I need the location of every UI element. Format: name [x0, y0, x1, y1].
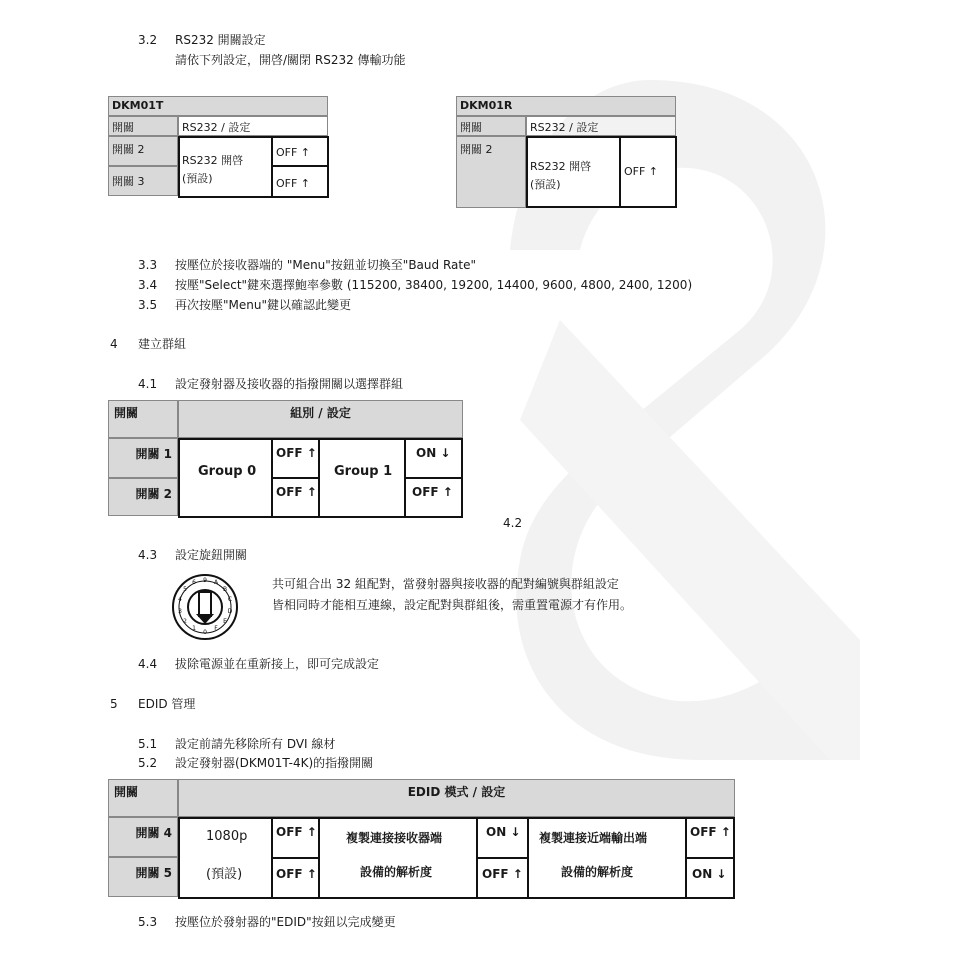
section-4-number: 4 [110, 337, 118, 351]
mode-copy-receiver-cell [318, 817, 478, 899]
svg-text:A: A [213, 579, 219, 586]
row-switch-2: 開關 2 [108, 136, 178, 166]
step-3-4-number: 3.4 [138, 278, 158, 292]
value-on: ON ↓ [486, 825, 521, 839]
table-header: DKM01R [456, 96, 676, 116]
mode-copy-local-cell [527, 817, 687, 899]
value-off: OFF ↑ [276, 177, 311, 190]
row-switch-4: 開關 4 [108, 817, 178, 857]
svg-text:E: E [223, 618, 227, 625]
mode-copy-local-line2: 設備的解析度 [561, 865, 634, 879]
step-5-2-number: 5.2 [138, 756, 158, 770]
step-4-4-text: 拔除電源並在重新接上，即可完成設定 [175, 657, 380, 671]
step-3-4-text: 按壓"Select"鍵來選擇鮑率參數 (115200, 38400, 19200, 14400, 9600, 4800, 2400, 1200) [175, 278, 693, 292]
col-setting: RS232 / 設定 [526, 116, 676, 136]
step-4-3-desc-1: 共可組合出 32 組配對，當發射器與接收器的配對編號與群組設定 [272, 577, 619, 591]
col-switch: 開關 [108, 779, 178, 817]
svg-text:9: 9 [203, 577, 207, 584]
mode-copy-receiver-line2: 設備的解析度 [360, 865, 433, 879]
rotary-switch-icon [170, 572, 240, 642]
step-5-2-text: 設定發射器(DKM01T-4K)的指撥開關 [175, 756, 374, 770]
step-4-4-number: 4.4 [138, 657, 158, 671]
step-4-3-desc-2: 皆相同時才能相互連線，設定配對與群組後，需重置電源才有作用。 [272, 598, 633, 612]
value-on: ON ↓ [692, 867, 727, 881]
group-1-label: Group 1 [334, 464, 393, 479]
value-off: OFF ↑ [276, 825, 317, 839]
value-off: OFF ↑ [690, 825, 731, 839]
table-group [108, 400, 463, 518]
col-group-setting: 組別 / 設定 [178, 400, 463, 438]
step-5-1-text: 設定前請先移除所有 DVI 線材 [175, 737, 336, 751]
table-header: DKM01T [108, 96, 328, 116]
value-box [476, 857, 529, 899]
value-off: OFF ↑ [276, 867, 317, 881]
value-off: OFF ↑ [276, 446, 317, 460]
value-box [685, 857, 735, 899]
value-off: OFF ↑ [412, 485, 453, 499]
setting-box [526, 136, 621, 208]
group-0-label: Group 0 [198, 464, 257, 479]
svg-text:D: D [227, 608, 233, 615]
value-box [476, 817, 529, 859]
section-5-title: EDID 管理 [138, 697, 196, 711]
svg-text:4: 4 [178, 596, 182, 603]
value-off: OFF ↑ [624, 165, 659, 178]
value-box [271, 438, 320, 479]
step-4-1-number: 4.1 [138, 377, 158, 391]
mode-1080p-cell [178, 817, 273, 899]
setting-box [178, 136, 273, 198]
col-switch: 開關 [108, 400, 178, 438]
value-box [619, 136, 677, 208]
section-5-number: 5 [110, 697, 118, 711]
value-off: OFF ↑ [276, 146, 311, 159]
step-3-3-text: 按壓位於接收器端的 "Menu"按鈕並切換至"Baud Rate" [175, 258, 476, 272]
row-switch-3: 開關 3 [108, 166, 178, 196]
step-5-3-number: 5.3 [138, 915, 158, 929]
step-5-3-text: 按壓位於發射器的"EDID"按鈕以完成變更 [175, 915, 396, 929]
section-3-2-title: RS232 開關設定 [175, 33, 266, 47]
value-box [271, 817, 320, 859]
value-on: ON ↓ [416, 446, 451, 460]
svg-text:1: 1 [192, 625, 196, 632]
mode-1080p-default: (預設) [206, 867, 243, 882]
setting-default: (預設) [182, 172, 213, 185]
table-edid [108, 779, 735, 899]
mode-1080p-label: 1080p [206, 829, 248, 844]
step-4-2-number: 4.2 [503, 516, 523, 530]
step-3-5-text: 再次按壓"Menu"鍵以確認此變更 [175, 298, 351, 312]
svg-text:F: F [214, 625, 218, 632]
value-box [271, 165, 329, 198]
svg-text:5: 5 [183, 586, 187, 593]
table-dkm01t [108, 96, 328, 196]
row-switch-1: 開關 1 [108, 438, 178, 478]
mode-copy-receiver-line1: 複製連接接收器端 [346, 831, 443, 845]
setting-default: (預設) [530, 178, 561, 191]
svg-text:B: B [222, 586, 228, 593]
value-box [271, 136, 329, 167]
row-switch-2: 開關 2 [108, 478, 178, 516]
section-3-2-number: 3.2 [138, 33, 158, 47]
step-5-1-number: 5.1 [138, 737, 158, 751]
svg-text:2: 2 [183, 618, 187, 625]
section-4-title: 建立群組 [138, 337, 187, 351]
svg-text:6: 6 [192, 579, 196, 586]
row-switch-2: 開關 2 [456, 136, 526, 208]
step-4-3-number: 4.3 [138, 548, 158, 562]
value-off: OFF ↑ [276, 485, 317, 499]
step-4-3-text: 設定旋鈕開關 [175, 548, 248, 562]
value-box [404, 438, 463, 479]
table-dkm01r [456, 96, 676, 208]
value-box [271, 477, 320, 518]
col-edid-mode: EDID 模式 / 設定 [178, 779, 735, 817]
mode-copy-local-line1: 複製連接近端輸出端 [539, 831, 648, 845]
step-3-3-number: 3.3 [138, 258, 158, 272]
row-switch-5: 開關 5 [108, 857, 178, 897]
col-switch: 開關 [108, 116, 178, 136]
col-switch: 開關 [456, 116, 526, 136]
step-4-1-text: 設定發射器及接收器的指撥開關以選擇群組 [175, 377, 404, 391]
group-1-cell [318, 438, 406, 518]
step-3-5-number: 3.5 [138, 298, 158, 312]
value-box [685, 817, 735, 859]
col-setting: RS232 / 設定 [178, 116, 328, 136]
svg-text:0: 0 [203, 629, 207, 636]
setting-label: RS232 開啓 [182, 154, 244, 167]
group-0-cell [178, 438, 273, 518]
value-box [271, 857, 320, 899]
svg-text:3: 3 [178, 608, 182, 615]
value-off: OFF ↑ [482, 867, 523, 881]
setting-label: RS232 開啓 [530, 160, 592, 173]
svg-text:C: C [227, 596, 233, 603]
value-box [404, 477, 463, 518]
section-3-2-desc: 請依下列設定，開啓/關閉 RS232 傳輸功能 [175, 53, 406, 67]
